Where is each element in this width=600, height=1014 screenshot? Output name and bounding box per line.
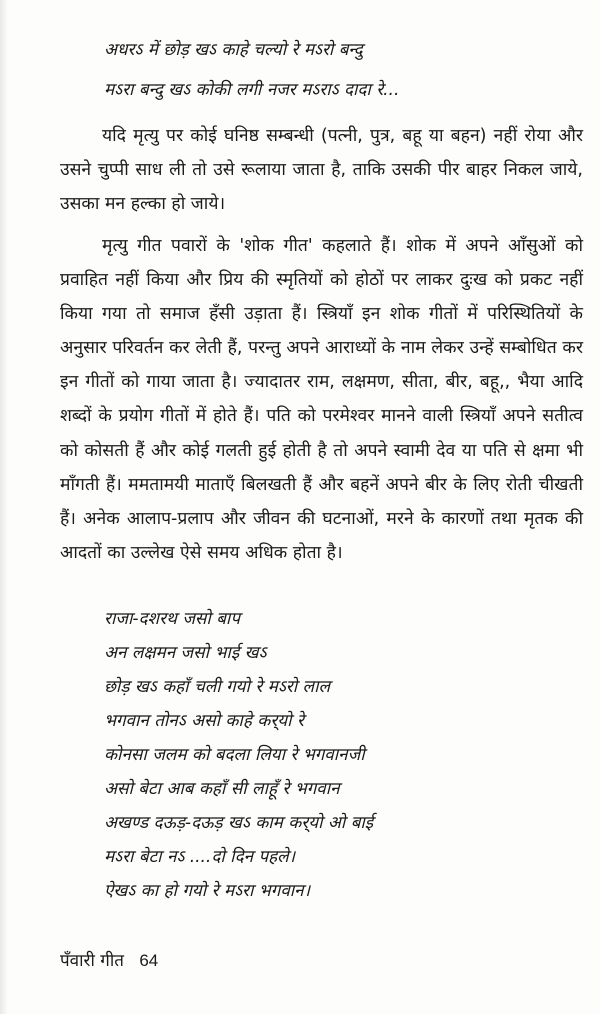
paragraph-1	[60, 119, 583, 221]
verse-line: ऐखऽ का हो गयो रे मऽरा भगवान।	[104, 881, 311, 901]
page-edge-shadow	[0, 0, 8, 1014]
page-footer	[60, 948, 158, 971]
verse-line: भगवान तोनऽ असो काहे कर्‌यो रे	[104, 711, 304, 731]
verse-line: अधरऽ में छोड़ खऽ काहे चल्यो रे मऽरो बन्दु	[104, 40, 363, 60]
page-number: 64	[139, 951, 159, 970]
paragraph-text: यदि मृत्यु पर कोई घनिष्ठ सम्बन्धी (पत्नी, पुत्र, बहू या बहन) नहीं रोया और उसने चुप्पी साध ली तो उसे रूलाया जाता है, ताकि उसकी पीर बाहर निकल जाये, उसका मन हल्का हो जाये।	[60, 126, 583, 215]
verse-line: राजा-दशरथ जसो बाप	[104, 609, 240, 629]
verse-line: मऽरा बेटा नऽ ....दो दिन पहले।	[104, 847, 296, 867]
verse-line: छोड़ खऽ कहाँ चली गयो रे मऽरो लाल	[104, 677, 330, 697]
verse-line: मऽरा बन्दु खऽ कोकी लगी नजर मऽराऽ दादा रे...	[104, 80, 400, 100]
verse-line: असो बेटा आब कहाँ सी लाहूँ रे भगवान	[104, 779, 340, 799]
paragraph-text: मृत्यु गीत पवारों के 'शोक गीत' कहलाते हैं। शोक में अपने आँसुओं को प्रवाहित नहीं किया और प्रिय की स्मृतियों को होठों पर लाकर दुःख को प्रकट नहीं किया गया तो समाज हँसी उड़ाता हैं। स्त्रियाँ इन शोक गीतों में परिस्थितियों के अनुसार परिवर्तन कर लेती हैं, परन्तु अपने आराध्यों के नाम लेकर उन्हें सम्बोधित कर इन गीतों को गाया जाता है। ज्यादातर राम, लक्षमण, सीता, बीर, बहू,, भैया आदि शब्दों के प्रयोग गीतों में होते हैं। पति को परमेश्वर मानने वाली स्त्रियाँ अपने सतीत्व को कोसती हैं और कोई गलती हुई होती है तो अपने स्वामी देव या पति से क्षमा भी माँगती हैं। ममतामयी माताएँ बिलखती हैं और बहनें अपने बीर के लिए रोती चीखती हैं। अनेक आलाप-प्रलाप और जीवन की घटनाओं, मरने के कारणों तथा मृतक की आदतों का उल्लेख ऐसे समय अधिक होता है।	[60, 236, 583, 563]
book-title: पँवारी गीत	[60, 951, 124, 971]
verse-line: कोनसा जलम को बदला लिया रे भगवानजी	[104, 745, 365, 765]
verse-line: अन लक्षमन जसो भाई खऽ	[104, 643, 267, 663]
paragraph-2	[60, 229, 583, 570]
verse-line: अखण्ड दऊड़-दऊड़ खऽ काम कर्‌यो ओ बाई	[104, 813, 374, 833]
